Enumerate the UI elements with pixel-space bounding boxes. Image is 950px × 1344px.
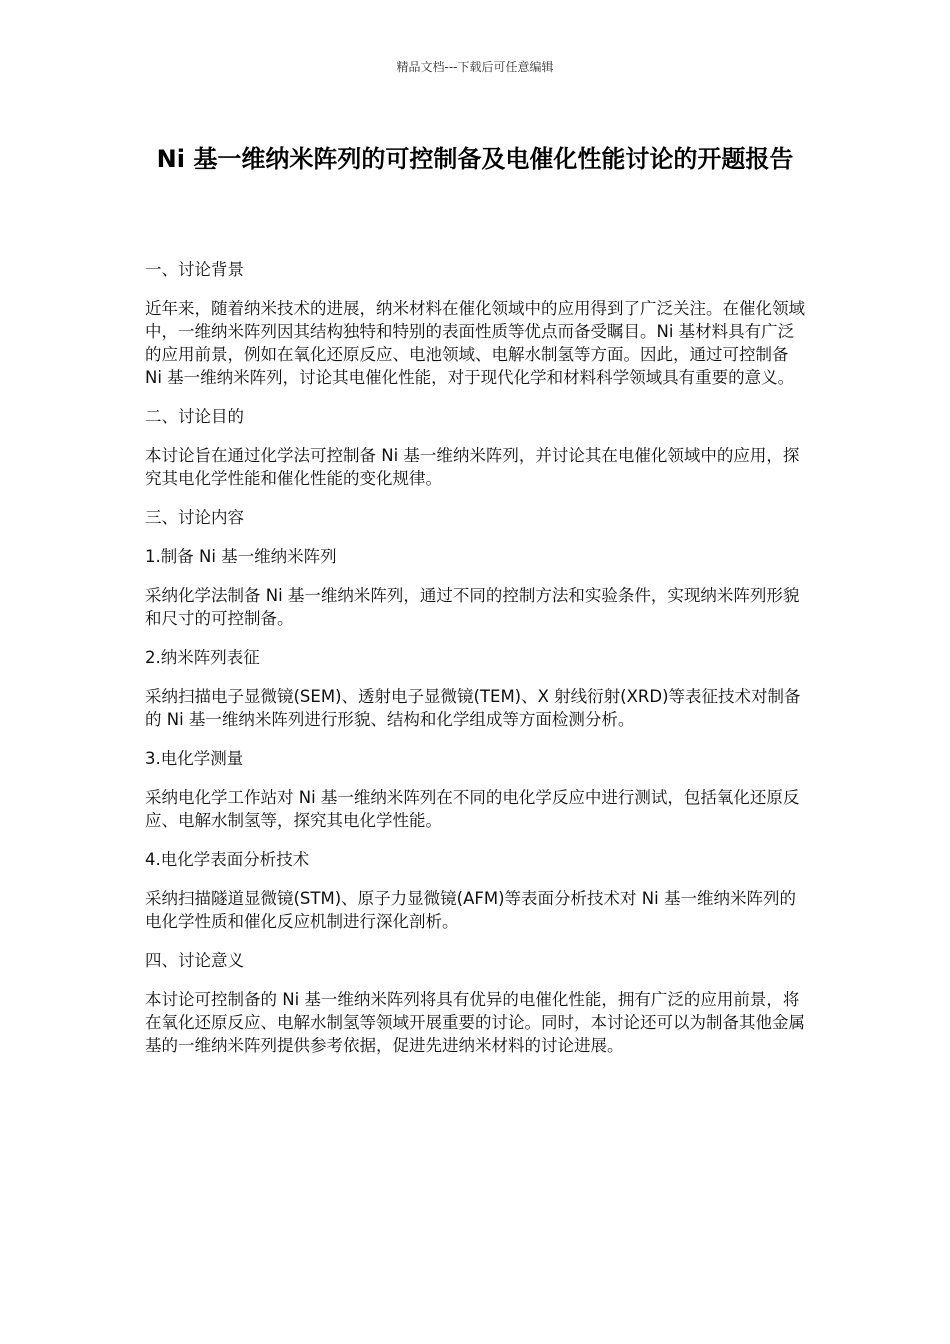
section-heading: 四、讨论意义 <box>145 951 244 970</box>
document-body <box>145 258 810 1073</box>
paragraph: 本讨论旨在通过化学法可控制备 Ni 基一维纳米阵列，并讨论其在电催化领域中的应用，探究其电化学性能和催化性能的变化规律。 <box>145 446 800 488</box>
paragraph: 采纳电化学工作站对 Ni 基一维纳米阵列在不同的电化学反应中进行测试，包括氧化还原反应、电解水制氢等，探究其电化学性能。 <box>145 788 800 830</box>
section-heading: 二、讨论目的 <box>145 407 244 426</box>
subsection-heading: 1.制备 Ni 基一维纳米阵列 <box>145 547 337 566</box>
paragraph: 本讨论可控制备的 Ni 基一维纳米阵列将具有优异的电催化性能，拥有广泛的应用前景，将在氧化还原反应、电解水制氢等领域开展重要的讨论。同时，本讨论还可以为制备其他金属基的一维纳米阵列提供参考依据，促进先进纳米材料的讨论进展。 <box>145 990 805 1055</box>
paragraph: 近年来，随着纳米技术的进展，纳米材料在催化领域中的应用得到了广泛关注。在催化领域中，一维纳米阵列因其结构独特和特别的表面性质等优点而备受瞩目。Ni 基材料具有广泛的应用前景，例如在氧化还原反应、电池领域、电解水制氢等方面。因此，通过可控制备 Ni 基一维纳米阵列，讨论其电催化性能，对于现代化学和材料科学领域具有重要的意义。 <box>145 299 805 387</box>
subsection-heading: 3.电化学测量 <box>145 749 244 768</box>
page-header-note: 精品文档---下载后可任意编辑 <box>396 60 554 74</box>
paragraph: 采纳化学法制备 Ni 基一维纳米阵列，通过不同的控制方法和实验条件，实现纳米阵列形貌和尺寸的可控制备。 <box>145 586 800 628</box>
paragraph: 采纳扫描隧道显微镜(STM)、原子力显微镜(AFM)等表面分析技术对 Ni 基一维纳米阵列的电化学性质和催化反应机制进行深化剖析。 <box>145 889 796 931</box>
paragraph: 采纳扫描电子显微镜(SEM)、透射电子显微镜(TEM)、X 射线衍射(XRD)等表征技术对制备的 Ni 基一维纳米阵列进行形貌、结构和化学组成等方面检测分析。 <box>145 687 801 729</box>
subsection-heading: 2.纳米阵列表征 <box>145 648 260 667</box>
subsection-heading: 4.电化学表面分析技术 <box>145 850 310 869</box>
section-heading: 三、讨论内容 <box>145 508 244 527</box>
document-title: Ni 基一维纳米阵列的可控制备及电催化性能讨论的开题报告 <box>156 145 794 173</box>
section-heading: 一、讨论背景 <box>145 260 244 279</box>
